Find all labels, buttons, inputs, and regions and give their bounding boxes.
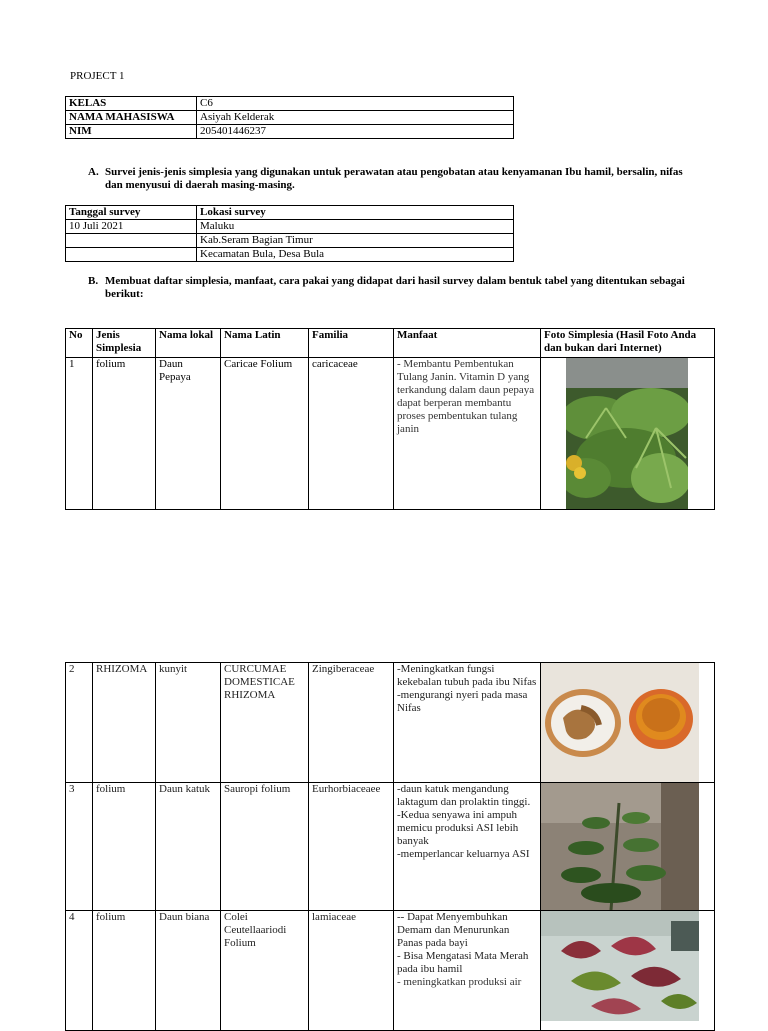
manfaat-line: -Meningkatkan fungsi kekebalan tubuh pada ibu Nifas <box>397 663 537 688</box>
row-latin: Sauropi folium <box>221 783 309 911</box>
simplesia-table <box>65 328 715 510</box>
simplesia-table-continued <box>65 662 715 1031</box>
manfaat-line: -memperlancar keluarnya ASI <box>397 848 530 860</box>
header-latin: Nama Latin <box>221 329 309 358</box>
row-familia: caricaceae <box>309 358 394 510</box>
row-lokal: Daun Pepaya <box>156 358 221 510</box>
survey-empty-cell <box>66 248 197 262</box>
row-manfaat <box>394 663 541 783</box>
row-manfaat <box>394 783 541 911</box>
row-lokal: Daun katuk <box>156 783 221 911</box>
project-title: PROJECT 1 <box>70 70 125 82</box>
row-jenis: RHIZOMA <box>93 663 156 783</box>
survey-header-row <box>66 206 514 220</box>
survey-row <box>66 248 514 262</box>
header-lokal: Nama lokal <box>156 329 221 358</box>
row-jenis: folium <box>93 911 156 1031</box>
header-foto: Foto Simplesia (Hasil Foto Anda dan bukan dari Internet) <box>541 329 715 358</box>
info-row-nama <box>66 111 514 125</box>
table-row <box>66 663 715 783</box>
manfaat-line: -Kedua senyawa ini ampuh memicu produksi ASI lebih banyak <box>397 809 519 847</box>
row-foto <box>541 663 715 783</box>
section-a <box>88 166 698 192</box>
header-no: No <box>66 329 93 358</box>
info-value: C6 <box>197 97 514 111</box>
header-manfaat: Manfaat <box>394 329 541 358</box>
row-foto <box>541 783 715 911</box>
row-latin: CURCUMAE DOMESTICAE RHIZOMA <box>221 663 309 783</box>
survey-table <box>65 205 514 262</box>
header-familia: Familia <box>309 329 394 358</box>
info-row-kelas <box>66 97 514 111</box>
row-no: 2 <box>66 663 93 783</box>
papaya-leaves-photo <box>566 358 688 509</box>
row-foto <box>541 358 715 510</box>
survey-location: Kab.Seram Bagian Timur <box>197 234 514 248</box>
info-label: NAMA MAHASISWA <box>66 111 197 125</box>
row-no: 4 <box>66 911 93 1031</box>
info-label: KELAS <box>66 97 197 111</box>
manfaat-line: -- Dapat Menyembuhkan Demam dan Menurunkan Panas pada bayi <box>397 911 510 949</box>
section-b <box>88 275 698 301</box>
survey-empty-cell <box>66 234 197 248</box>
info-value: Asiyah Kelderak <box>197 111 514 125</box>
row-manfaat <box>394 911 541 1031</box>
survey-location: Kecamatan Bula, Desa Bula <box>197 248 514 262</box>
table-header-row <box>66 329 715 358</box>
table-row <box>66 911 715 1031</box>
row-no: 1 <box>66 358 93 510</box>
section-a-text: Survei jenis-jenis simplesia yang digunakan untuk perawatan atau pengobatan atau kenyamanan Ibu hamil, bersalin, nifas dan menyusui di daerah masing-masing. <box>105 166 683 191</box>
table-row <box>66 783 715 911</box>
info-label: NIM <box>66 125 197 139</box>
manfaat-line: - Bisa Mengatasi Mata Merah pada ibu hamil <box>397 950 529 975</box>
row-latin: Colei Ceutellaariodi Folium <box>221 911 309 1031</box>
row-familia: lamiaceae <box>309 911 394 1031</box>
row-no: 3 <box>66 783 93 911</box>
section-a-letter: A. <box>88 166 99 178</box>
info-row-nim <box>66 125 514 139</box>
row-manfaat <box>394 358 541 510</box>
row-familia: Zingiberaceae <box>309 663 394 783</box>
manfaat-line: - Membantu Pembentukan Tulang Janin. Vitamin D yang terkandung dalam daun pepaya dapat berperan membantu proses pembentukan tulang janin <box>397 358 535 435</box>
survey-location-header: Lokasi survey <box>197 206 514 220</box>
header-jenis: Jenis Simplesia <box>93 329 156 358</box>
manfaat-line: - meningkatkan produksi air <box>397 976 522 988</box>
student-info-table <box>65 96 514 139</box>
row-jenis: folium <box>93 358 156 510</box>
manfaat-line: -daun katuk mengandung laktagum dan prolaktin tinggi. <box>397 783 531 808</box>
row-familia: Eurhorbiaceaee <box>309 783 394 911</box>
row-foto <box>541 911 715 1031</box>
row-latin: Caricae Folium <box>221 358 309 510</box>
survey-location: Maluku <box>197 220 514 234</box>
turmeric-photo <box>541 663 699 782</box>
row-lokal: Daun biana <box>156 911 221 1031</box>
survey-row <box>66 220 514 234</box>
survey-date-header: Tanggal survey <box>66 206 197 220</box>
info-value: 205401446237 <box>197 125 514 139</box>
manfaat-line: -mengurangi nyeri pada masa Nifas <box>397 689 528 714</box>
row-lokal: kunyit <box>156 663 221 783</box>
katuk-leaves-photo <box>541 783 699 910</box>
survey-date: 10 Juli 2021 <box>66 220 197 234</box>
section-b-letter: B. <box>88 275 99 287</box>
table-row <box>66 358 715 510</box>
row-jenis: folium <box>93 783 156 911</box>
coleus-leaves-photo <box>541 911 699 1021</box>
survey-row <box>66 234 514 248</box>
section-b-text: Membuat daftar simplesia, manfaat, cara pakai yang didapat dari hasil survey dalam bentuk tabel yang ditentukan sebagai berikut: <box>105 275 685 300</box>
